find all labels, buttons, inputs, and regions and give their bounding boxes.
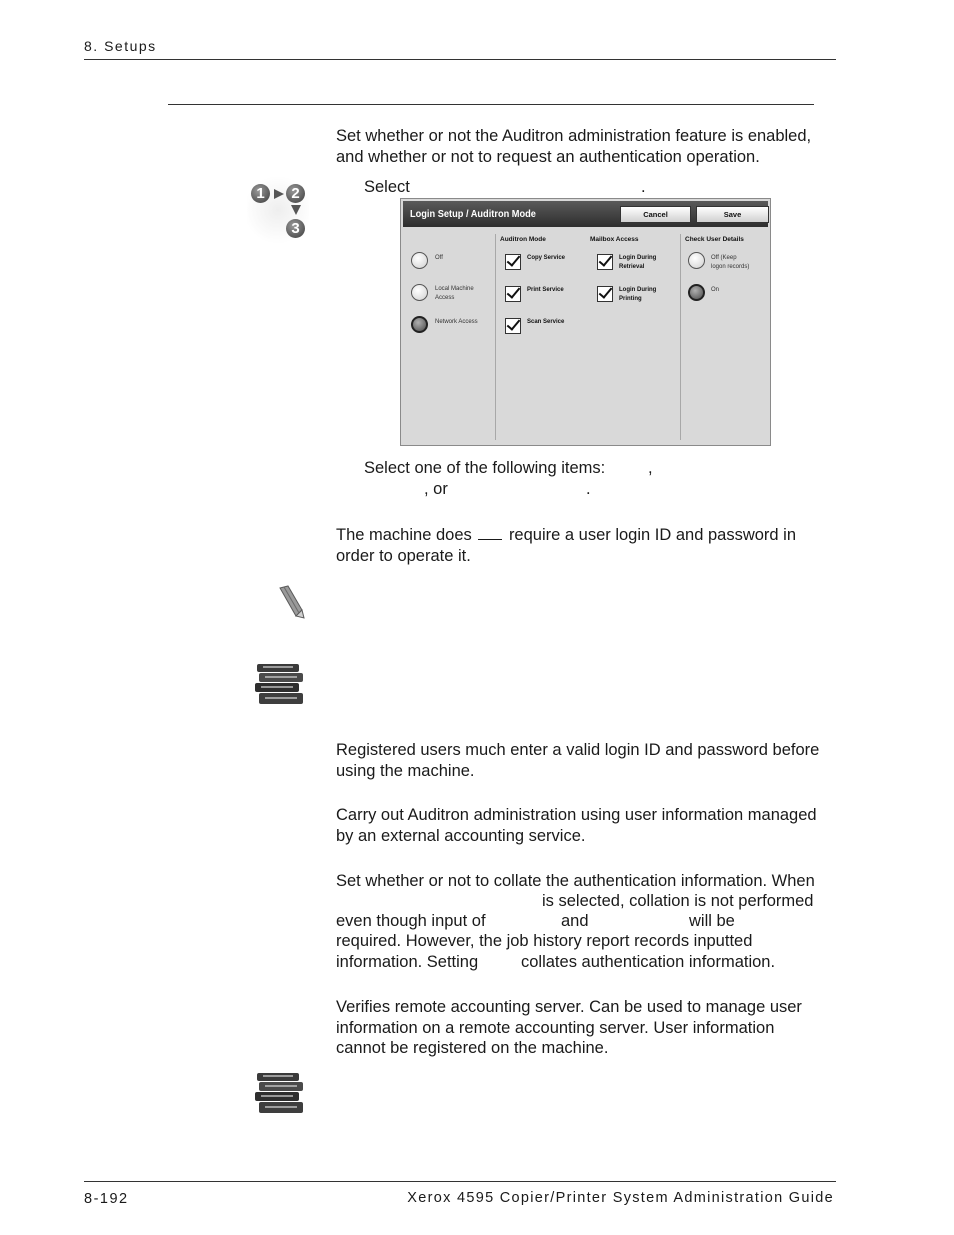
reference-books-icon xyxy=(253,662,307,708)
off-text-line2: order to operate it. xyxy=(336,546,471,565)
column-divider xyxy=(680,234,681,440)
save-button[interactable]: Save xyxy=(696,206,769,223)
check-on-label: On xyxy=(711,287,720,293)
blank-underline xyxy=(478,525,502,540)
mailbox-access-heading: Mailbox Access xyxy=(590,236,639,243)
copy-service-checkbox[interactable] xyxy=(505,254,521,270)
radio-network-access[interactable] xyxy=(411,316,428,333)
radio-check-off[interactable] xyxy=(688,252,705,269)
remote-line-1: Verifies remote accounting server. Can be used to manage user xyxy=(336,998,802,1016)
section-rule xyxy=(168,104,814,105)
cancel-button[interactable]: Cancel xyxy=(620,206,691,223)
off-text-part1: The machine does xyxy=(336,526,472,544)
check-line-3a: even though input of xyxy=(336,912,486,930)
network-line-1: Carry out Auditron administration using user information managed xyxy=(336,806,817,824)
step-number-2: 2 xyxy=(286,184,305,203)
network-line-2: by an external accounting service. xyxy=(336,826,586,845)
arrow-right-icon xyxy=(272,187,286,201)
check-user-details-heading: Check User Details xyxy=(685,236,744,243)
guide-title: Xerox 4595 Copier/Printer System Administration Guide xyxy=(407,1190,834,1206)
screen-title: Login Setup / Auditron Mode xyxy=(410,208,536,220)
intro-line-1: Set whether or not the Auditron administration feature is enabled, xyxy=(336,127,812,145)
check-line-3b: and xyxy=(561,912,589,930)
network-access-paragraph xyxy=(336,805,817,846)
remote-line-2: information on a remote accounting server. User information xyxy=(336,1018,775,1037)
step1-text: Select xyxy=(364,178,410,196)
reference-books-icon xyxy=(253,1071,307,1117)
note-pencil-icon xyxy=(274,584,308,622)
login-during-printing-label xyxy=(619,286,656,304)
scan-service-checkbox[interactable] xyxy=(505,318,521,334)
step-number-1: 1 xyxy=(251,184,270,203)
option-local-machine-access-label xyxy=(435,285,474,303)
print-service-label: Print Service xyxy=(527,287,564,293)
step2-comma: , xyxy=(648,459,653,477)
check-line-5b: collates authentication information. xyxy=(521,953,776,971)
option-network-access-label: Network Access xyxy=(435,319,478,325)
off-text-part2: require a user login ID and password in xyxy=(508,526,797,544)
printing-line-1: Login During xyxy=(619,287,657,293)
login-during-printing-checkbox[interactable] xyxy=(597,286,613,302)
login-during-retrieval-checkbox[interactable] xyxy=(597,254,613,270)
step1-period: . xyxy=(641,178,646,196)
auditron-mode-heading: Auditron Mode xyxy=(500,236,546,243)
intro-paragraph xyxy=(336,126,811,167)
header-rule xyxy=(84,59,836,60)
local-line-2: using the machine. xyxy=(336,761,475,780)
printing-line-2: Printing xyxy=(619,296,642,302)
page-number: 8-192 xyxy=(84,1191,129,1207)
remote-accounting-paragraph xyxy=(336,997,802,1059)
check-line-5a: information. Setting xyxy=(336,953,479,971)
check-line-3c: will be xyxy=(689,912,735,930)
intro-line-2: and whether or not to request an authentication operation. xyxy=(336,147,760,166)
check-line-1: Set whether or not to collate the authentication information. When xyxy=(336,872,815,890)
retrieval-line-2: Retrieval xyxy=(619,264,645,270)
local-line-1: Registered users much enter a valid login ID and password before xyxy=(336,741,820,759)
radio-check-on[interactable] xyxy=(688,284,705,301)
scan-service-label: Scan Service xyxy=(527,319,565,325)
check-line-4: required. However, the job history report records inputted xyxy=(336,932,753,950)
check-off-line-1: Off (Keep xyxy=(711,255,737,261)
login-setup-screen xyxy=(400,198,771,446)
off-paragraph xyxy=(336,525,796,566)
check-off-line-2: logon records) xyxy=(711,264,750,270)
radio-off[interactable] xyxy=(411,252,428,269)
check-off-label xyxy=(711,254,749,272)
print-service-checkbox[interactable] xyxy=(505,286,521,302)
login-during-retrieval-label xyxy=(619,254,656,272)
step-number-3: 3 xyxy=(286,219,305,238)
check-line-2: is selected, collation is not performed xyxy=(542,892,814,910)
local-access-paragraph xyxy=(336,740,819,781)
step2-line-1: Select one of the following items: xyxy=(364,459,606,477)
retrieval-line-1: Login During xyxy=(619,255,657,261)
check-user-details-paragraph xyxy=(336,871,836,975)
step2-line-2: , or xyxy=(424,480,448,498)
column-divider xyxy=(495,234,496,440)
option-local-line-2: Access xyxy=(435,295,455,301)
option-off-label: Off xyxy=(435,255,443,261)
footer-rule xyxy=(84,1181,836,1182)
screen-title-bar xyxy=(403,201,768,227)
radio-local-machine-access[interactable] xyxy=(411,284,428,301)
running-header: 8. Setups xyxy=(84,38,157,54)
arrow-down-icon xyxy=(289,204,303,216)
remote-line-3: cannot be registered on the machine. xyxy=(336,1039,609,1057)
option-local-line-1: Local Machine xyxy=(435,286,474,292)
copy-service-label: Copy Service xyxy=(527,255,566,261)
step2-period: . xyxy=(586,480,591,498)
